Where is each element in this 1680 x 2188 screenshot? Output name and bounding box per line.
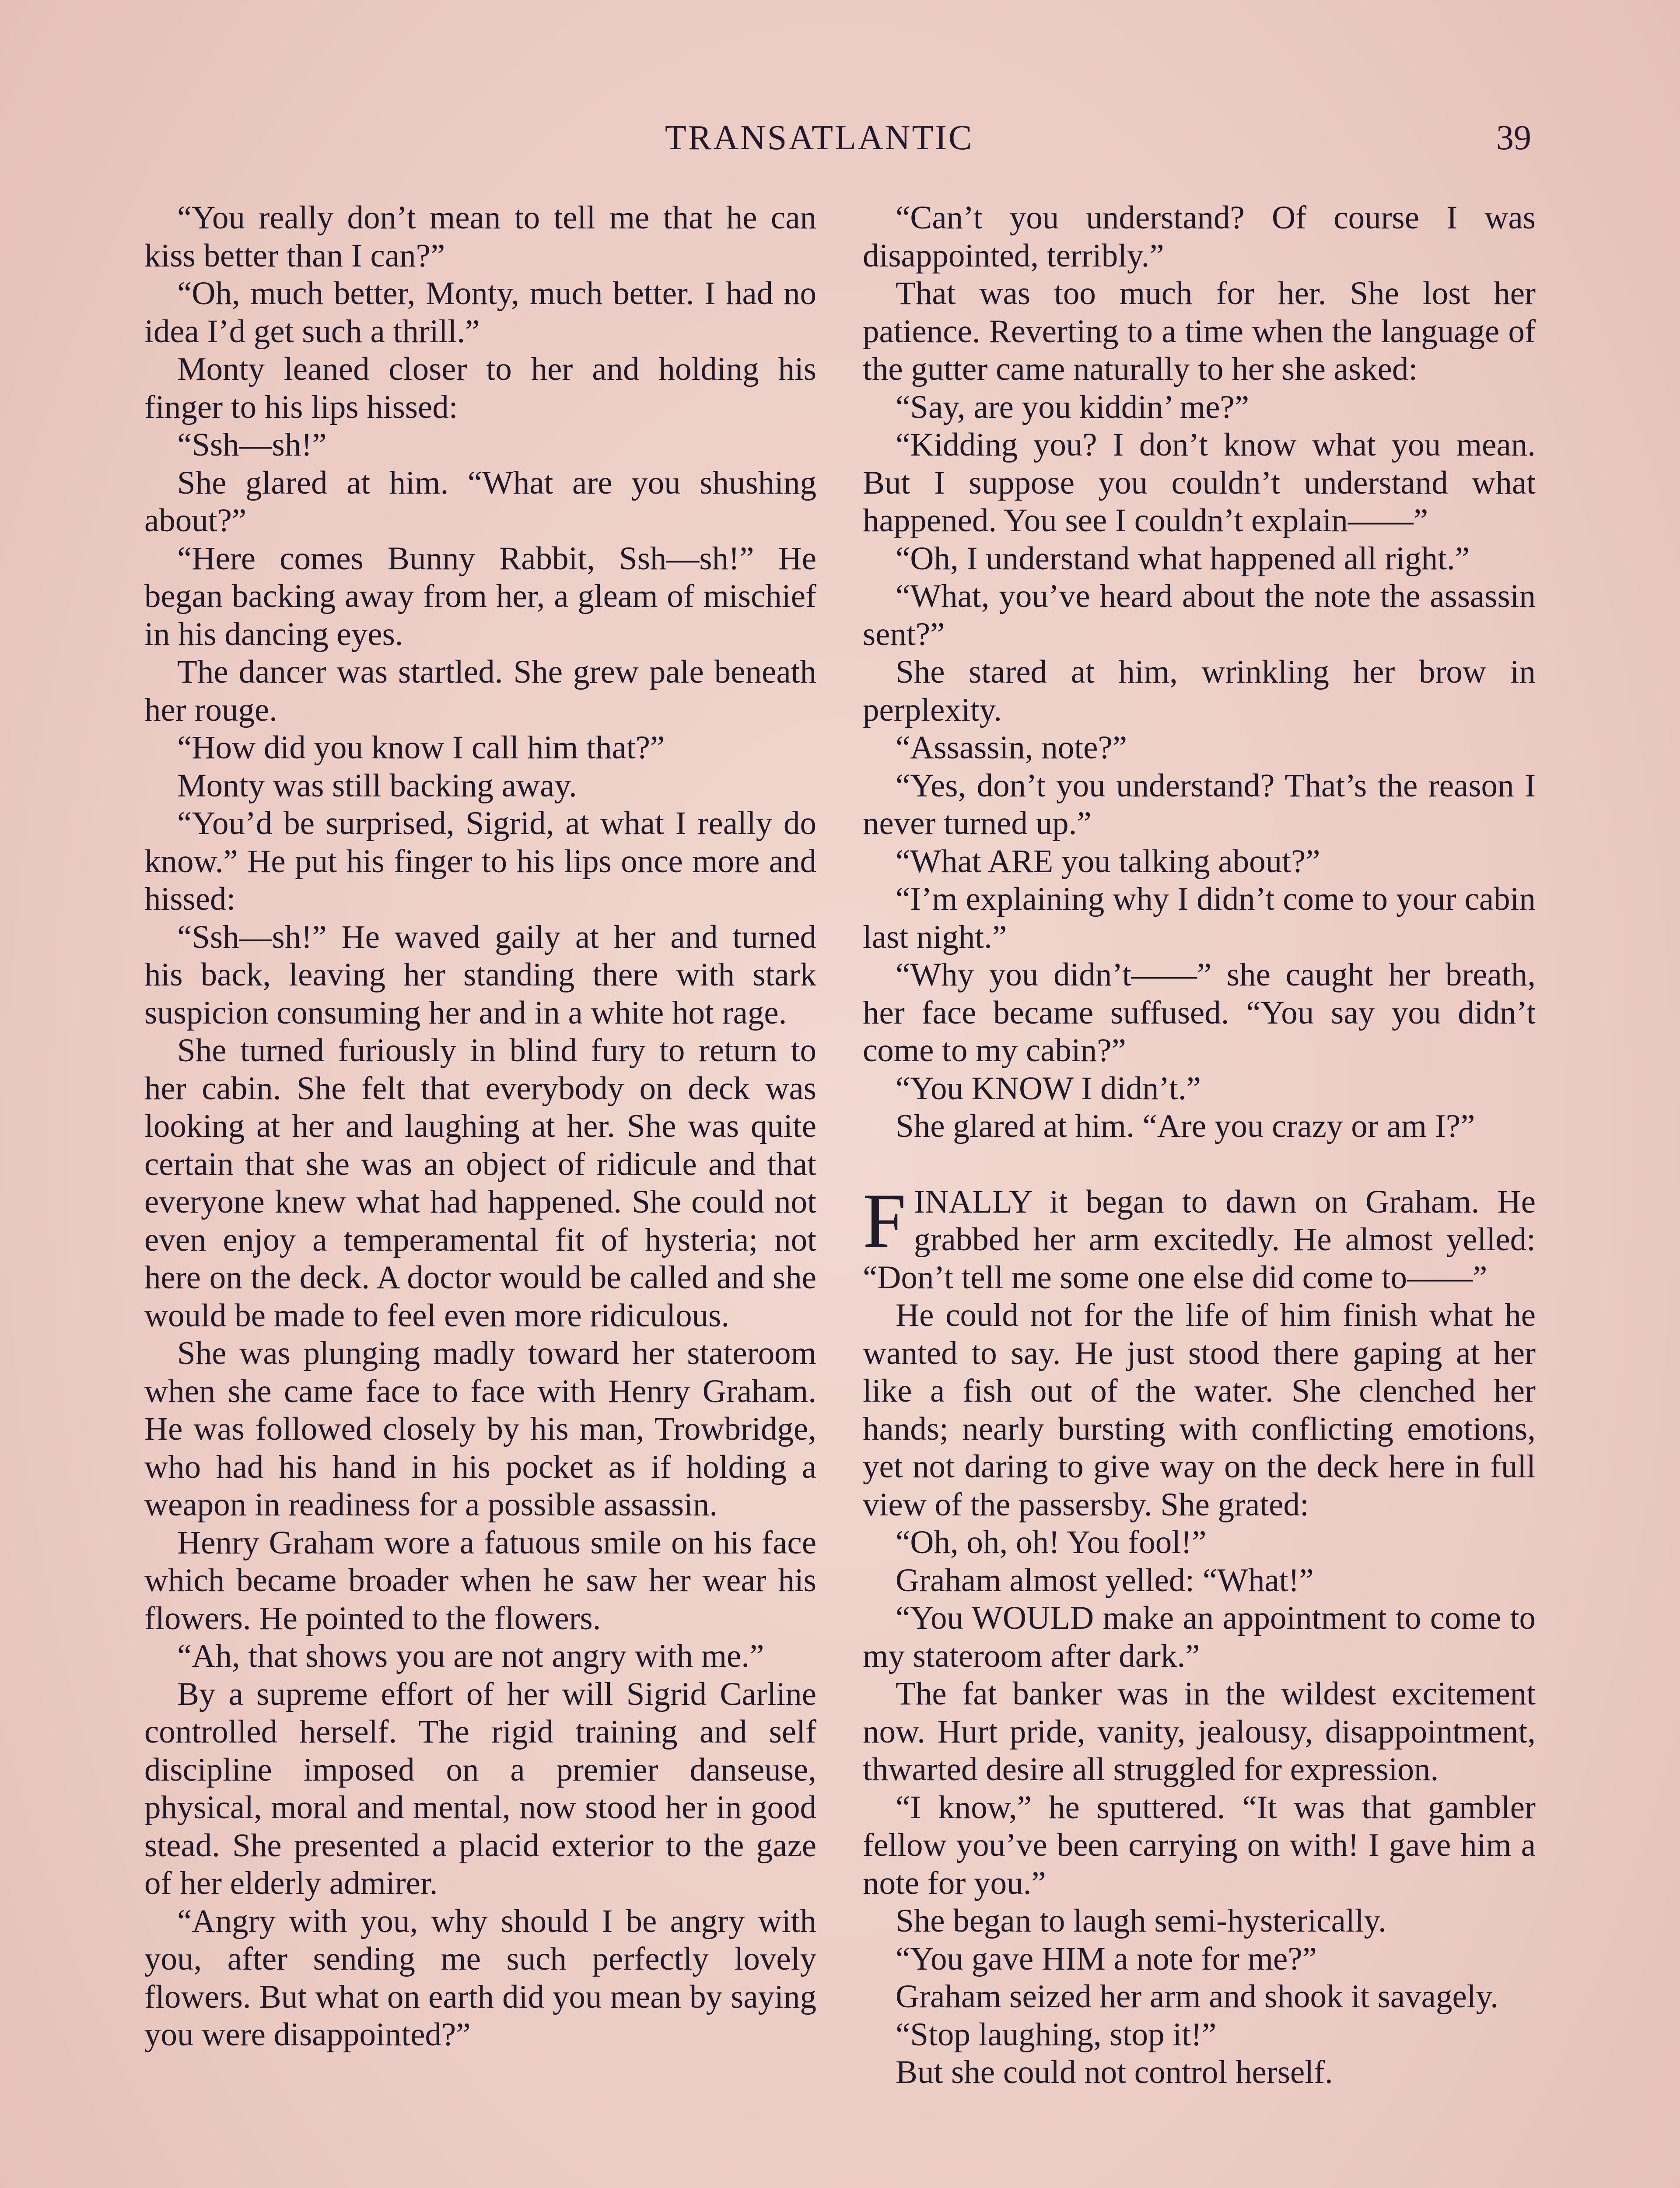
right-column — [863, 199, 1536, 2092]
paragraph: “Say, are you kiddin’ me?” — [896, 389, 1250, 425]
paragraph: “Assassin, note?” — [896, 729, 1127, 766]
paragraph: But she could not control herself. — [896, 2054, 1333, 2090]
paragraph: The dancer was startled. She grew pale beneath her rouge. — [144, 654, 816, 728]
paragraph: Graham seized her arm and shook it savagely. — [896, 1978, 1498, 2015]
paragraph: “Yes, don’t you understand? That’s the reason I never turned up.” — [863, 767, 1536, 842]
drop-cap: F — [863, 1177, 906, 1264]
section-break — [863, 1146, 1536, 1183]
paragraph: “How did you know I call him that?” — [177, 729, 665, 766]
dropcap-paragraph-text: INALLY it began to dawn on Graham. He grabbed her arm excitedly. He almost yelled: “Don’t tell me some one else did come to——” — [863, 1183, 1536, 1296]
paragraph: She stared at him, wrinkling her brow in perplexity. — [863, 654, 1536, 728]
paragraph: “Oh, much better, Monty, much better. I had no idea I’d get such a thrill.” — [144, 275, 816, 350]
paragraph: “I know,” he sputtered. “It was that gambler fellow you’ve been carrying on with! I gave him a note for you.” — [863, 1789, 1536, 1901]
paragraph: Henry Graham wore a fatuous smile on his face which became broader when he saw her wear his flowers. He pointed to the flowers. — [144, 1524, 816, 1637]
running-head: TRANSATLANTIC — [665, 119, 974, 157]
paragraph: She glared at him. “What are you shushing about?” — [144, 464, 816, 539]
dropcap-paragraph — [863, 1177, 1536, 1297]
paragraph: “Ah, that shows you are not angry with me.” — [177, 1638, 764, 1674]
paragraph: “Kidding you? I don’t know what you mean. But I suppose you couldn’t understand what happened. You see I couldn’t explain——” — [863, 427, 1536, 539]
paragraph: She was plunging madly toward her stateroom when she came face to face with Henry Graham. He was followed closely by his man, Trowbridge, who had his hand in his pocket as if holding a weapon in readiness for a possible assassin. — [144, 1335, 816, 1523]
paragraph: She glared at him. “Are you crazy or am I?” — [896, 1108, 1475, 1144]
paragraph: “You WOULD make an appointment to come to my stateroom after dark.” — [863, 1600, 1536, 1674]
paragraph: He could not for the life of him finish what he wanted to say. He just stood there gaping at her like a fish out of the water. She clenched her hands; nearly bursting with conflicting emotions, yet not daring to give way on the deck here in full view of the passersby. She grated: — [863, 1297, 1536, 1523]
paragraph: “Stop laughing, stop it!” — [896, 2016, 1217, 2053]
paragraph: Monty leaned closer to her and holding his finger to his lips hissed: — [144, 351, 816, 425]
paragraph: “Angry with you, why should I be angry with you, after sending me such perfectly lovely flowers. But what on earth did you mean by saying you were disappointed?” — [144, 1903, 816, 2053]
paragraph: By a supreme effort of her will Sigrid Carline controlled herself. The rigid training and self discipline imposed on a premier danseuse, physical, moral and mental, now stood her in good stead. She presented a placid exterior to the gaze of her elderly admirer. — [144, 1676, 816, 1901]
paragraph: “What, you’ve heard about the note the assassin sent?” — [863, 578, 1536, 652]
paragraph: “You gave HIM a note for me?” — [896, 1940, 1317, 1977]
paragraph: Graham almost yelled: “What!” — [896, 1562, 1314, 1599]
paragraph: “Ssh—sh!” He waved gaily at her and turned his back, leaving her standing there with stark suspicion consuming her and in a white hot rage. — [144, 919, 816, 1031]
right-column-lower — [863, 1297, 1536, 2092]
paragraph: Monty was still backing away. — [177, 767, 577, 804]
paragraph: “What ARE you talking about?” — [896, 843, 1320, 880]
paragraph: “Here comes Bunny Rabbit, Ssh—sh!” He began backing away from her, a gleam of mischief in his dancing eyes. — [144, 540, 816, 652]
paragraph: She turned furiously in blind fury to return to her cabin. She felt that everybody on deck was looking at her and laughing at her. She was quite certain that she was an object of ridicule and that everyone knew what had happened. She could not even enjoy a temperamental fit of hysteria; not here on the deck. A doctor would be called and she would be made to feel even more ridiculous. — [144, 1032, 816, 1334]
paragraph: “Oh, oh, oh! You fool!” — [896, 1524, 1207, 1560]
right-column-upper — [863, 199, 1536, 1146]
paragraph: “I’m explaining why I didn’t come to your cabin last night.” — [863, 881, 1536, 955]
paragraph: That was too much for her. She lost her patience. Reverting to a time when the language of the gutter came naturally to her she asked: — [863, 275, 1536, 387]
paragraph: “Oh, I understand what happened all right.” — [896, 540, 1470, 577]
paragraph: She began to laugh semi-hysterically. — [896, 1903, 1386, 1939]
paragraph: “You really don’t mean to tell me that he can kiss better than I can?” — [144, 200, 816, 274]
paragraph: The fat banker was in the wildest excitement now. Hurt pride, vanity, jealousy, disappointment, thwarted desire all struggled for expression. — [863, 1676, 1536, 1788]
paragraph: “Ssh—sh!” — [177, 427, 327, 463]
paragraph: “You’d be surprised, Sigrid, at what I really do know.” He put his finger to his lips once more and hissed: — [144, 805, 816, 917]
page-number: 39 — [1496, 119, 1531, 157]
paragraph: “Why you didn’t——” she caught her breath, her face became suffused. “You say you didn’t come to my cabin?” — [863, 957, 1536, 1069]
left-column — [144, 199, 816, 2054]
paragraph: “You KNOW I didn’t.” — [896, 1070, 1201, 1107]
paragraph: “Can’t you understand? Of course I was disappointed, terribly.” — [863, 200, 1536, 274]
